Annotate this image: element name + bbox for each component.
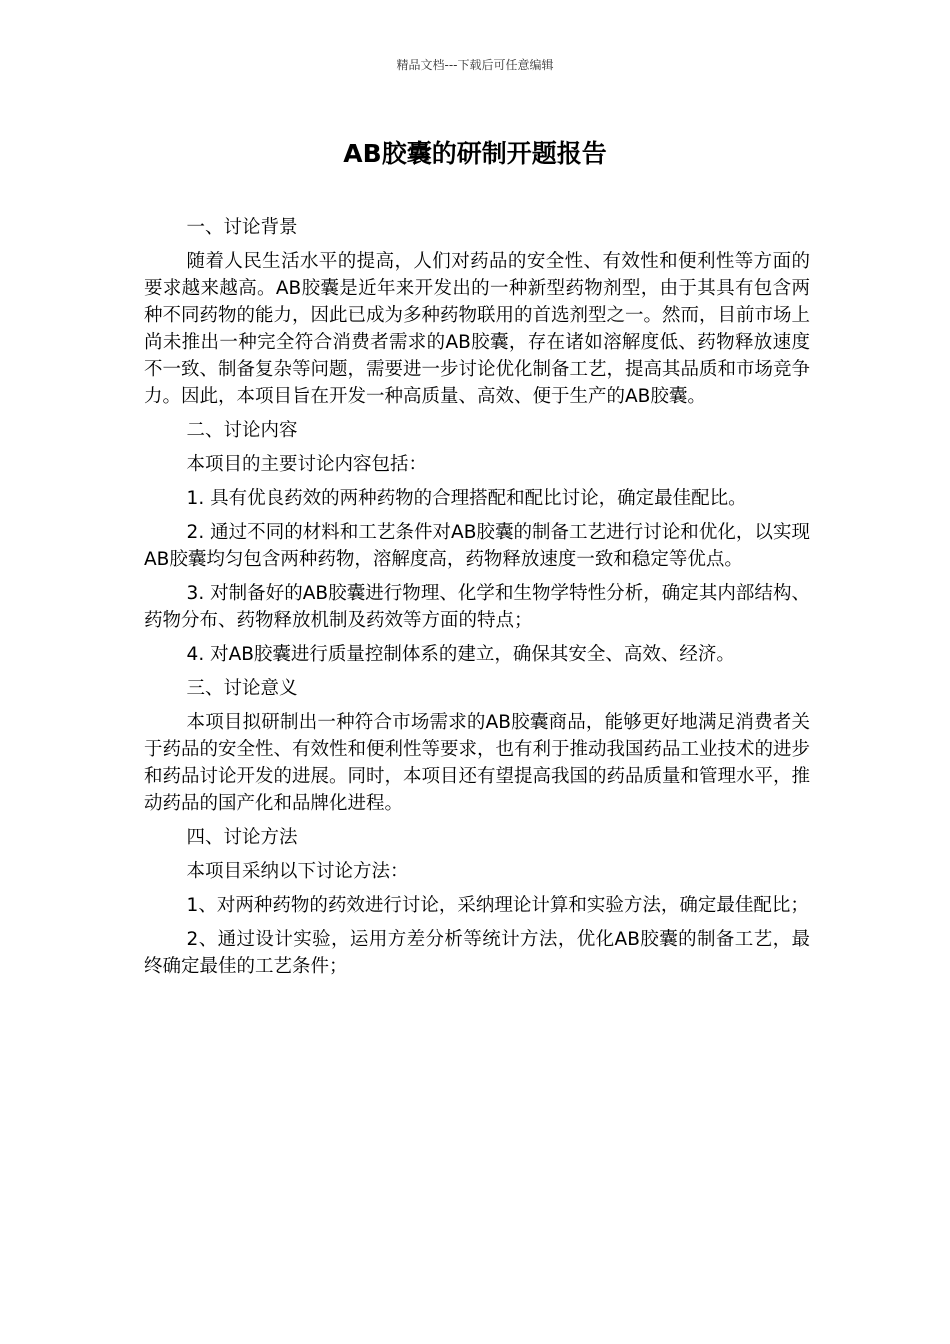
section-heading-background: 一、讨论背景 xyxy=(186,217,298,238)
content-item-4: 4. 对AB胶囊进行质量控制体系的建立，确保其安全、高效、经济。 xyxy=(186,644,735,665)
section-heading-content: 二、讨论内容 xyxy=(186,420,298,441)
page-header-watermark: 精品文档---下载后可任意编辑 xyxy=(396,58,554,72)
methods-item-2: 2、通过设计实验，运用方差分析等统计方法，优化AB胶囊的制备工艺，最终确定最佳的工艺条件； xyxy=(144,929,810,977)
methods-intro: 本项目采纳以下讨论方法： xyxy=(186,861,409,882)
content-item-1: 1. 具有优良药效的两种药物的合理搭配和配比讨论，确定最佳配比。 xyxy=(186,488,747,509)
background-paragraph: 随着人民生活水平的提高，人们对药品的安全性、有效性和便利性等方面的要求越来越高。AB胶囊是近年来开发出的一种新型药物剂型，由于其具有包含两种不同药物的能力，因此已成为多种药物联用的首选剂型之一。然而，目前市场上尚未推出一种完全符合消费者需求的AB胶囊，存在诸如溶解度低、药物释放速度不一致、制备复杂等问题，需要进一步讨论优化制备工艺，提高其品质和市场竞争力。因此，本项目旨在开发一种高质量、高效、便于生产的AB胶囊。 xyxy=(144,251,811,407)
methods-item-1: 1、对两种药物的药效进行讨论，采纳理论计算和实验方法，确定最佳配比； xyxy=(186,895,809,916)
content-item-3: 3. 对制备好的AB胶囊进行物理、化学和生物学特性分析，确定其内部结构、药物分布、药物释放机制及药效等方面的特点； xyxy=(144,583,810,631)
significance-paragraph: 本项目拟研制出一种符合市场需求的AB胶囊商品，能够更好地满足消费者关于药品的安全性、有效性和便利性等要求，也有利于推动我国药品工业技术的进步和药品讨论开发的进展。同时，本项目还有望提高我国的药品质量和管理水平，推动药品的国产化和品牌化进程。 xyxy=(144,712,811,814)
document-title: AB胶囊的研制开题报告 xyxy=(343,139,607,168)
section-heading-significance: 三、讨论意义 xyxy=(186,678,298,699)
content-item-2: 2. 通过不同的材料和工艺条件对AB胶囊的制备工艺进行讨论和优化，以实现AB胶囊均匀包含两种药物，溶解度高，药物释放速度一致和稳定等优点。 xyxy=(144,522,810,570)
section-heading-methods: 四、讨论方法 xyxy=(186,827,298,848)
content-intro: 本项目的主要讨论内容包括： xyxy=(186,454,428,475)
document-body xyxy=(144,214,810,987)
